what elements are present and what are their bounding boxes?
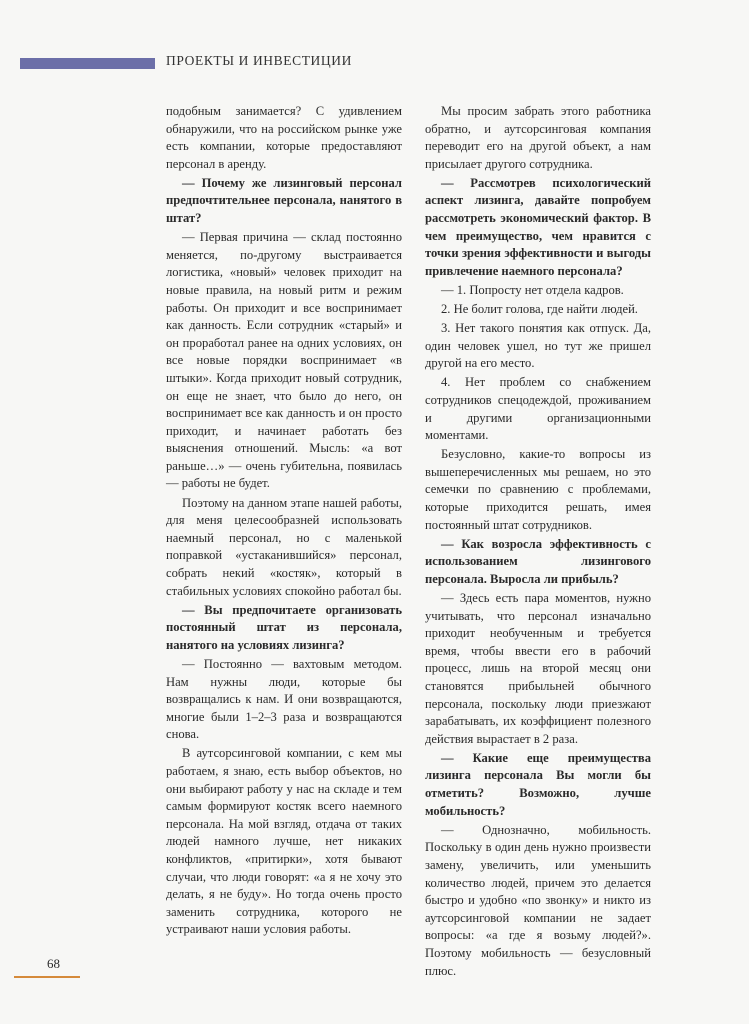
interview-paragraph: Мы просим забрать этого работника обратно, и аутсорсинговая компания переводит его на другой объект, а нам присылает другого сотрудника.	[425, 104, 651, 171]
interview-question: — Рассмотрев психологический аспект лизинга, давайте попробуем рассмотреть экономический фактор. В чем преимущество, чем нравится с точки зрения эффективности и выгоды привлечение наемного персонала?	[425, 175, 651, 278]
interview-paragraph: подобным занимается? С удивлением обнаружили, что на российском рынке уже есть компании, которые предоставляют персонал в аренду.	[166, 104, 402, 171]
interview-paragraph: — Первая причина — склад постоянно меняется, по-другому выстраивается логистика, «новый» человек приходит на новые правила, на новый ритм и режим работы. Он приходит и все воспринимает как данность. Если сотрудник «старый» и он проработал ранее на одних условиях, он все новые порядки воспринимает «в штыки». Когда приходит новый сотрудник, он еще не знает, что было до него, он воспринимает все как данность и он просто приходит, и начинает работать без выяснения отношений. Мысль: «а вот раньше…» — очень губительна, появилась — работы не будет.	[166, 230, 402, 491]
interview-question: — Какие еще преимущества лизинга персонала Вы могли бы отметить? Возможно, лучше мобильность?	[425, 750, 651, 818]
article-column-left	[166, 103, 402, 940]
page-number-rule	[14, 976, 80, 978]
interview-paragraph: 4. Нет проблем со снабжением сотрудников спецодеждой, проживанием и другими организационными моментами.	[425, 375, 651, 443]
interview-paragraph: 2. Не болит голова, где найти людей.	[441, 302, 638, 317]
interview-question: — Как возросла эффективность с использованием лизингового персонала. Выросла ли прибыль?	[425, 536, 651, 586]
interview-paragraph: 3. Нет такого понятия как отпуск. Да, один человек ушел, но тут же пришел другой на его место.	[425, 321, 651, 371]
interview-question: — Вы предпочитаете организовать постоянный штат из персонала, нанятого на условиях лизинга?	[166, 602, 402, 652]
page-number: 68	[47, 956, 60, 971]
interview-question: — Почему же лизинговый персонал предпочтительнее персонала, нанятого в штат?	[166, 175, 402, 226]
interview-paragraph: — 1. Попросту нет отдела кадров.	[441, 282, 624, 297]
section-title: ПРОЕКТЫ И ИНВЕСТИЦИИ	[166, 53, 352, 68]
header-accent-bar	[20, 58, 155, 69]
interview-paragraph: — Однозначно, мобильность. Поскольку в один день нужно произвести замену, увеличить, или уменьшить количество людей, причем это делается быстро и удобно «по звонку» и никто из аутсорсинговой компании не задает вопросы: «а где я возьму людей?». Поэтому мобильность — безусловный плюс.	[425, 822, 651, 978]
interview-paragraph: — Постоянно — вахтовым методом. Нам нужны люди, которые бы возвращались к нам. И они возвращаются, многие были 1–2–3 раза и возвращаются снова.	[166, 656, 402, 742]
interview-paragraph: Поэтому на данном этапе нашей работы, для меня целесообразней использовать наемный персонал, но с маленькой поправкой «устаканившийся» персонал, собрать некий «костяк», который в стабильных условиях спокойно работал бы.	[166, 495, 402, 598]
interview-paragraph: В аутсорсинговой компании, с кем мы работаем, я знаю, есть выбор объектов, но они выбирают работу у нас на складе и тем самым формируют костяк всего наемного персонала. На мой взгляд, отдача от таких людей намного лучше, нет никаких конфликтов, «притирки», хотя бывают случаи, что люди говорят: «а я не хочу это делать, я не буду». Но тогда очень просто заменить сотрудника, которого не устраивают наши условия работы.	[166, 746, 402, 937]
interview-paragraph: Безусловно, какие-то вопросы из вышеперечисленных мы решаем, но это семечки по сравнению с проблемами, которые приходится решать, имея постоянный штат сотрудников.	[425, 447, 651, 532]
article-column-right	[425, 103, 651, 982]
interview-paragraph: — Здесь есть пара моментов, нужно учитывать, что персонал изначально приходит необученным и требуется время, чтобы ввести его в рабочий процесс, лишь на второй месяц они становятся прибыльней обычного персонала, поскольку люди приезжают зарабатывать, их коэффициент полезного действия вырастает в 2 раза.	[425, 591, 651, 746]
